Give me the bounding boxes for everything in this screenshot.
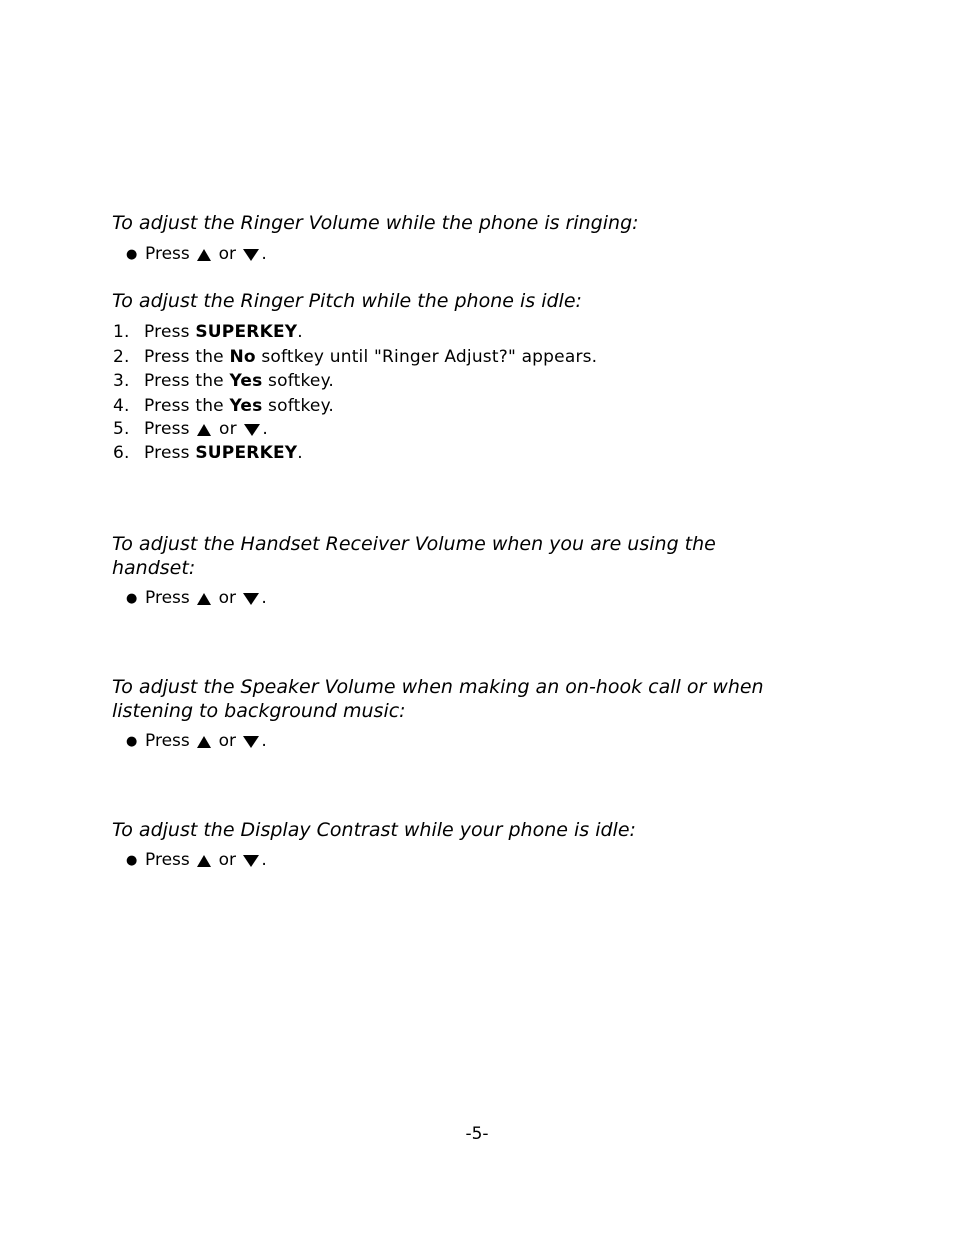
bullet-dot-icon: ●: [126, 591, 138, 606]
or-text: or: [218, 244, 236, 264]
list-item: 2. Press the No softkey until "Ringer Adjust?" appears.: [113, 347, 598, 367]
page-number: -5-: [465, 1124, 489, 1144]
down-arrow-icon: [242, 592, 260, 606]
bullet-dot-icon: ●: [126, 734, 138, 749]
up-arrow-icon: [196, 854, 212, 868]
up-arrow-icon: [196, 735, 212, 749]
list-item: 6. Press SUPERKEY.: [113, 443, 303, 463]
up-arrow-icon: [196, 248, 212, 262]
list-item: 4. Press the Yes softkey.: [113, 396, 335, 416]
bullet-dot-icon: ●: [126, 247, 138, 262]
heading-ringer-volume: To adjust the Ringer Volume while the phone is ringing:: [112, 212, 639, 234]
list-item: ● Press or .: [126, 588, 267, 608]
heading-handset-volume: To adjust the Handset Receiver Volume when you are using the handset:: [112, 533, 716, 579]
list-item: ● Press or .: [126, 850, 267, 870]
list-item: 1. Press SUPERKEY.: [113, 322, 303, 342]
down-arrow-icon: [242, 735, 260, 749]
down-arrow-icon: [243, 423, 261, 437]
up-arrow-icon: [196, 592, 212, 606]
heading-ringer-pitch: To adjust the Ringer Pitch while the phone is idle:: [112, 290, 582, 312]
list-item: 3. Press the Yes softkey.: [113, 371, 335, 391]
bullet-dot-icon: ●: [126, 853, 138, 868]
up-arrow-icon: [196, 423, 212, 437]
heading-speaker-volume: To adjust the Speaker Volume when making an on-hook call or when listening to background music:: [112, 676, 764, 722]
list-item: ● Press or .: [126, 731, 267, 751]
press-text: Press: [145, 244, 190, 264]
down-arrow-icon: [242, 854, 260, 868]
list-item: ● Press or .: [126, 244, 267, 264]
heading-display-contrast: To adjust the Display Contrast while your phone is idle:: [112, 819, 636, 841]
list-item: 5. Press or .: [113, 419, 268, 439]
down-arrow-icon: [242, 248, 260, 262]
